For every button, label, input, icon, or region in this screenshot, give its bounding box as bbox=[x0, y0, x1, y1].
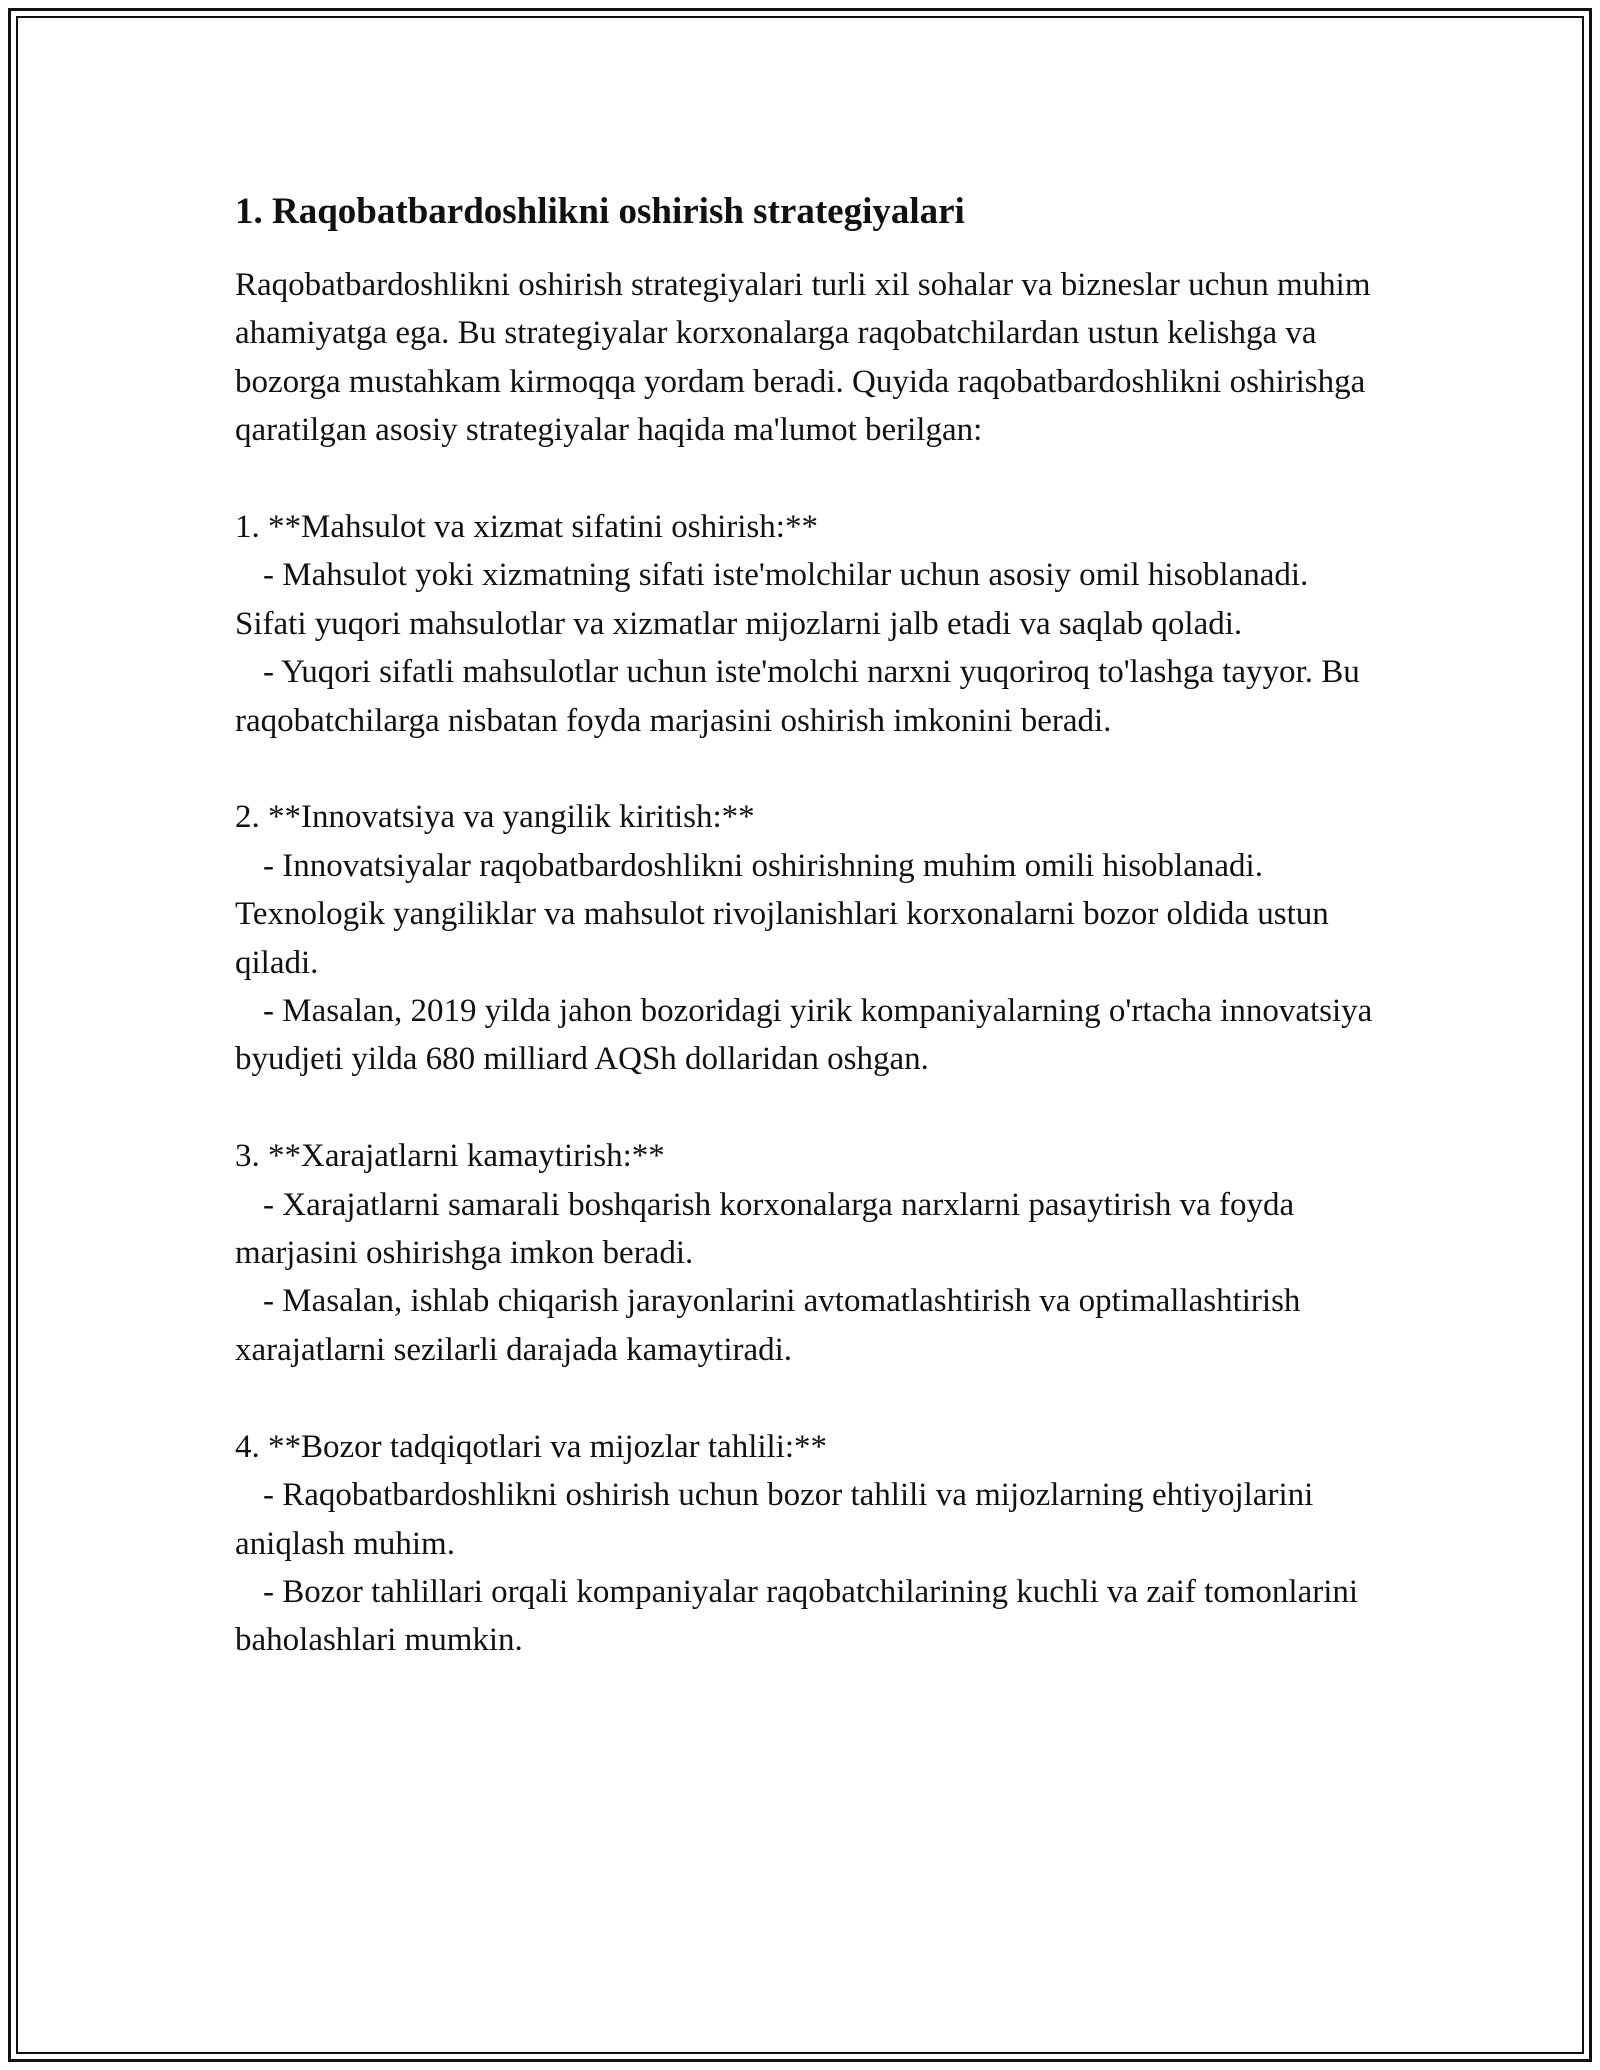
section-bullet: - Yuqori sifatli mahsulotlar uchun iste'molchi narxni yuqoriroq to'lashga tayyor. Bu raqobatchilarga nisbatan foyda marjasini oshirish imkonini beradi. bbox=[235, 654, 1368, 739]
section-heading: 4. **Bozor tadqiqotlari va mijozlar tahlili:** bbox=[235, 1428, 828, 1465]
section-1 bbox=[235, 503, 1375, 745]
section-2 bbox=[235, 793, 1381, 1083]
intro-paragraph: Raqobatbardoshlikni oshirish strategiyalari turli xil sohalar va bizneslar uchun muhim ahamiyatga ega. Bu strategiyalar korxonalarga raqobatchilardan ustun kelishga va bozorga mustahkam kirmoqqa yordam beradi. Quyida raqobatbardoshlikni oshirishga qaratilgan asosiy strategiyalar haqida ma'lumot berilgan: bbox=[235, 267, 1379, 449]
paragraph-gap bbox=[235, 745, 1375, 793]
section-heading: 1. **Mahsulot va xizmat sifatini oshirish:** bbox=[235, 509, 818, 546]
paragraph-gap bbox=[235, 455, 1375, 503]
section-4 bbox=[235, 1423, 1375, 1665]
section-heading: 2. **Innovatsiya va yangilik kiritish:** bbox=[235, 799, 755, 836]
section-heading: 3. **Xarajatlarni kamaytirish:** bbox=[235, 1138, 665, 1175]
document-body bbox=[235, 188, 1381, 1665]
section-bullet: - Masalan, ishlab chiqarish jarayonlarini avtomatlashtirish va optimallashtirish xarajatlarni sezilarli darajada kamaytiradi. bbox=[235, 1283, 1309, 1368]
section-bullet: - Bozor tahlillari orqali kompaniyalar raqobatchilarining kuchli va zaif tomonlarini baholashlari mumkin. bbox=[235, 1573, 1367, 1659]
section-3 bbox=[235, 1132, 1375, 1374]
section-bullet: - Raqobatbardoshlikni oshirish uchun bozor tahlili va mijozlarning ehtiyojlarini aniqlash muhim. bbox=[235, 1477, 1322, 1562]
document-title: 1. Raqobatbardoshlikni oshirish strategiyalari bbox=[235, 191, 965, 232]
section-bullet: - Xarajatlarni samarali boshqarish korxonalarga narxlarni pasaytirish va foyda marjasini oshirishga imkon beradi. bbox=[235, 1186, 1303, 1272]
paragraph-gap bbox=[235, 1084, 1375, 1132]
section-bullet: - Innovatsiyalar raqobatbardoshlikni oshirishning muhim omili hisoblanadi. Texnologik yangiliklar va mahsulot rivojlanishlari korxonalarni bozor oldida ustun qiladi. bbox=[235, 847, 1338, 981]
section-bullet: - Mahsulot yoki xizmatning sifati iste'molchilar uchun asosiy omil hisoblanadi. Sifati yuqori mahsulotlar va xizmatlar mijozlarni jalb etadi va saqlab qoladi. bbox=[235, 557, 1317, 642]
paragraph-gap bbox=[235, 1374, 1375, 1422]
section-bullet: - Masalan, 2019 yilda jahon bozoridagi yirik kompaniyalarning o'rtacha innovatsiya byudjeti yilda 680 milliard AQSh dollaridan oshgan. bbox=[235, 993, 1381, 1078]
